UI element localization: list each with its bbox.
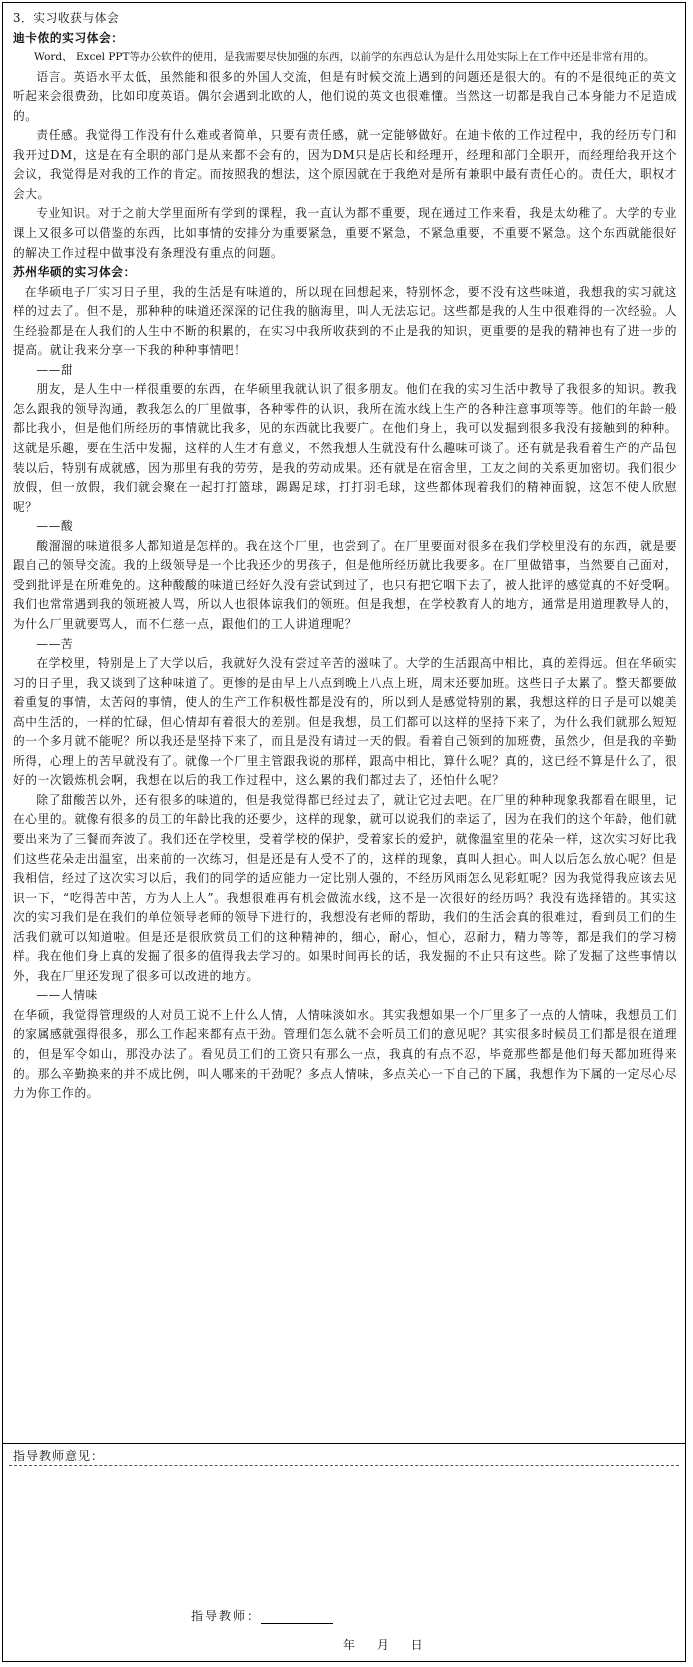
signature-blank[interactable]: [261, 1611, 333, 1624]
sz-heading: 苏州华硕的实习体会：: [13, 265, 136, 280]
report-content: [13, 9, 677, 1429]
signature-label: 指导教师：: [191, 1609, 262, 1623]
dashed-divider: [9, 1465, 679, 1466]
sweet-paragraph: 朋友，是人生中一样很重要的东西，在华硕里我就认识了很多朋友。他们在我的实习生活中教导了我很多的知识。教我怎么跟我的领导沟通，教我怎么的厂里做事，各种零件的认识，我所在流水线上生产的各种注意事项等等。他们的年龄一般都比我小，但是他们所经历的事情就比我多，见的东西就比我要广。在他们身上，我可以发掘到很多我没有接触到的种种。这就是乐趣，要在生活中发掘，这样的人生才有意义，不然我想人生就没有什么趣味可谈了。还有就是我看着生产的产品包装以后，特别有成就感，因为那里有我的劳劳，是我的劳动成果。还有就是在宿舍里，工友之间的关系更加密切。我们很少放假，但一放假，我们就会聚在一起打打篮球，踢踢足球，打打羽毛球，这些都体现着我们的精神面貌，这怎不使人欣慰呢？: [13, 382, 677, 514]
dk-paragraph-knowledge: 专业知识。对于之前大学里面所有学到的课程，我一直认为都不重要，现在通过工作来看，我是太幼稚了。大学的专业课上又很多可以借鉴的东西，比如事情的安排分为重要紧急，重要不紧急，不紧急重要，不重要不紧急。这个东西就能很好的解决工作过程中做事没有条理没有重点的问题。: [13, 206, 677, 260]
bitter-heading: ——苦: [36, 636, 74, 651]
bitter-paragraph: 在学校里，特别是上了大学以后，我就好久没有尝过辛苦的滋味了。大学的生活跟高中相比，真的差得远。但在华硕实习的日子里，我又谈到了这种味道了。更惨的是由早上八点到晚上八点上班，周末还要加班。这些日子太累了。整天都要做着重复的事情，太苦闷的事情，使人的生产工作积极性都是没有的，所以到人是感觉特别的累，我想这样的日子是可以媲美高中生活的，一样的忙碌，但心情却有着很大的差别。但是我想，员工们都可以这样的坚持下来了，为什么我们就那么短短的一个多月就不能呢？所以我还是坚持下来了，而且是没有请过一天的假。看着自己领到的加班费，虽然少，但是我的辛勤所得，心理上的苦早就没有了。就像一个厂里主管跟我说的那样，跟高中相比，算什么呢？真的，这已经不算是什么了，很好的一次锻炼机会啊，我想在以后的我工作过程中，这么累的我们都过去了，还怕什么呢？: [13, 656, 677, 788]
advisor-signature: [191, 1607, 333, 1624]
report-sheet: [2, 2, 686, 1662]
section-divider: [3, 1443, 685, 1444]
dk-heading: 迪卡侬的实习体会：: [13, 30, 124, 45]
sour-paragraph: 酸溜溜的味道很多人都知道是怎样的。我在这个厂里，也尝到了。在厂里要面对很多在我们学校里没有的东西，就是要跟自己的领导交流。我的上级领导是一个比我还少的男孩子，但是他所经历就比我要多。在厂里做错事，当然要自己面对，受到批评是在所难免的。这种酸酸的味道已经好久没有尝试到过了，也只有把它咽下去了，被人批评的感觉真的不好受啊。我们也常常遇到我的领班被人骂，所以人也很体谅我们的领班。但是我想，在学校教育人的地方，通常是用道理教导人的，为什么厂里就要骂人，而不仁慈一点，跟他们的工人讲道理呢？: [13, 538, 677, 631]
dk-paragraph-responsibility: 责任感。我觉得工作没有什么难或者简单，只要有责任感，就一定能够做好。在迪卡侬的工作过程中，我的经历专门和我开过DM，这是在有全职的部门是从来都不会有的，因为DM只是店长和经理开，经理和部门全职开，而经理给我开这个会议，我觉得是对我的工作的肯定。而按照我的想法，这个原因就在于我绝对是所有兼职中最有责任心的。责任大，职权才会大。: [13, 128, 677, 201]
human-heading: ——人情味: [36, 988, 98, 1003]
dk-paragraph-language: 语言。英语水平太低，虽然能和很多的外国人交流，但是有时候交流上遇到的问题还是很大的。有的不是很纯正的英文听起来会很费劲，比如印度英语。偶尔会遇到北欧的人，他们说的英文也很难懂。当然这一切都是我自己本身能力不足造成的。: [13, 69, 677, 123]
sour-heading: ——酸: [36, 519, 74, 534]
human-paragraph: 在华硕，我觉得管理级的人对员工说不上什么人情，人情味淡如水。其实我想如果一个厂里多了一点的人情味，我想员工们的家属感就强得很多，那么工作起来都有点干劲。管理们怎么就不会听员工们的意见呢？其实很多时候员工们都是很在道理的，但是军令如山，那没办法了。看见员工们的工资只有那么一点，我真的有点不忍，毕竟那些都是他们每天都加班得来的。那么辛勤换来的并不成比例，叫人哪来的干劲呢？多点人情味，多点关心一下自己的下属，我想作为下属的一定尽心尽力为你工作的。: [13, 1007, 677, 1101]
date-line: 年 月 日: [343, 1638, 424, 1652]
sweet-heading: ——甜: [36, 362, 74, 377]
sz-paragraph-intro: 在华硕电子厂实习日子里，我的生活是有味道的，所以现在回想起来，特别怀念，要不没有这些味道，我想我的实习就这样的过去了。但不是，那种种的味道还深深的记住我的脑海里，叫人无法忘记。这些都是我的人生中很难得的一次经验。人生经验都是在人我们的人生中不断的积累的，在实习中我所收获到的不止是我的知识，更重要的是我的精神也有了进一步的提高。就让我来分享一下我的种种事情吧！: [13, 284, 677, 358]
section-title: 3．实习收获与体会: [13, 11, 120, 25]
advisor-opinion-label: 指导教师意见：: [13, 1449, 105, 1463]
dk-paragraph-office: Word、 Excel PPT等办公软件的使用，是我需要尽快加强的东西，以前学的东西总认为是什么用处实际上在工作中还是非常有用的。: [34, 51, 655, 64]
summary-paragraph: 除了甜酸苦以外，还有很多的味道的，但是我觉得都已经过去了，就让它过去吧。在厂里的种种现象我都看在眼里，记在心里的。就像有很多的员工的年龄比我的还要少，这样的现象，就可以说我们的幸运了，因为在我们的这个年龄，他们就要出来为了三餐而奔波了。我们还在学校里，受着学校的保护，受着家长的爱护，就像温室里的花朵一样，这次实习好比我们这些花朵走出温室，出来前的一次练习，但是还是有人受不了的，这样的现象，真叫人担心。叫人以后怎么放心呢？但是我相信，经过了这次实习以后，我们的同学的适应能力一定比别人强的，不经历风雨怎么见彩虹呢？因为我觉得我应该去见识一下，“吃得苦中苦，方为人上人”。我想很难再有机会做流水线，这不是一次很好的经历吗？我没有选择错的。其实这次的实习我们是在我们的单位领导老师的领导下进行的，我想没有老师的帮助，我们的生活会真的很难过，看到员工们的生活我们就可以知道啦。但是还是很欣赏员工们的这种精神的，细心，耐心，恒心，忍耐力，精力等等，都是我们的学习榜样。我在他们身上真的发掘了很多的值得我去学习的。如果时间再长的话，我发掘的不止只有这些。除了发掘了这些事情以外，我在厂里还发现了很多可以改进的地方。: [13, 792, 677, 983]
